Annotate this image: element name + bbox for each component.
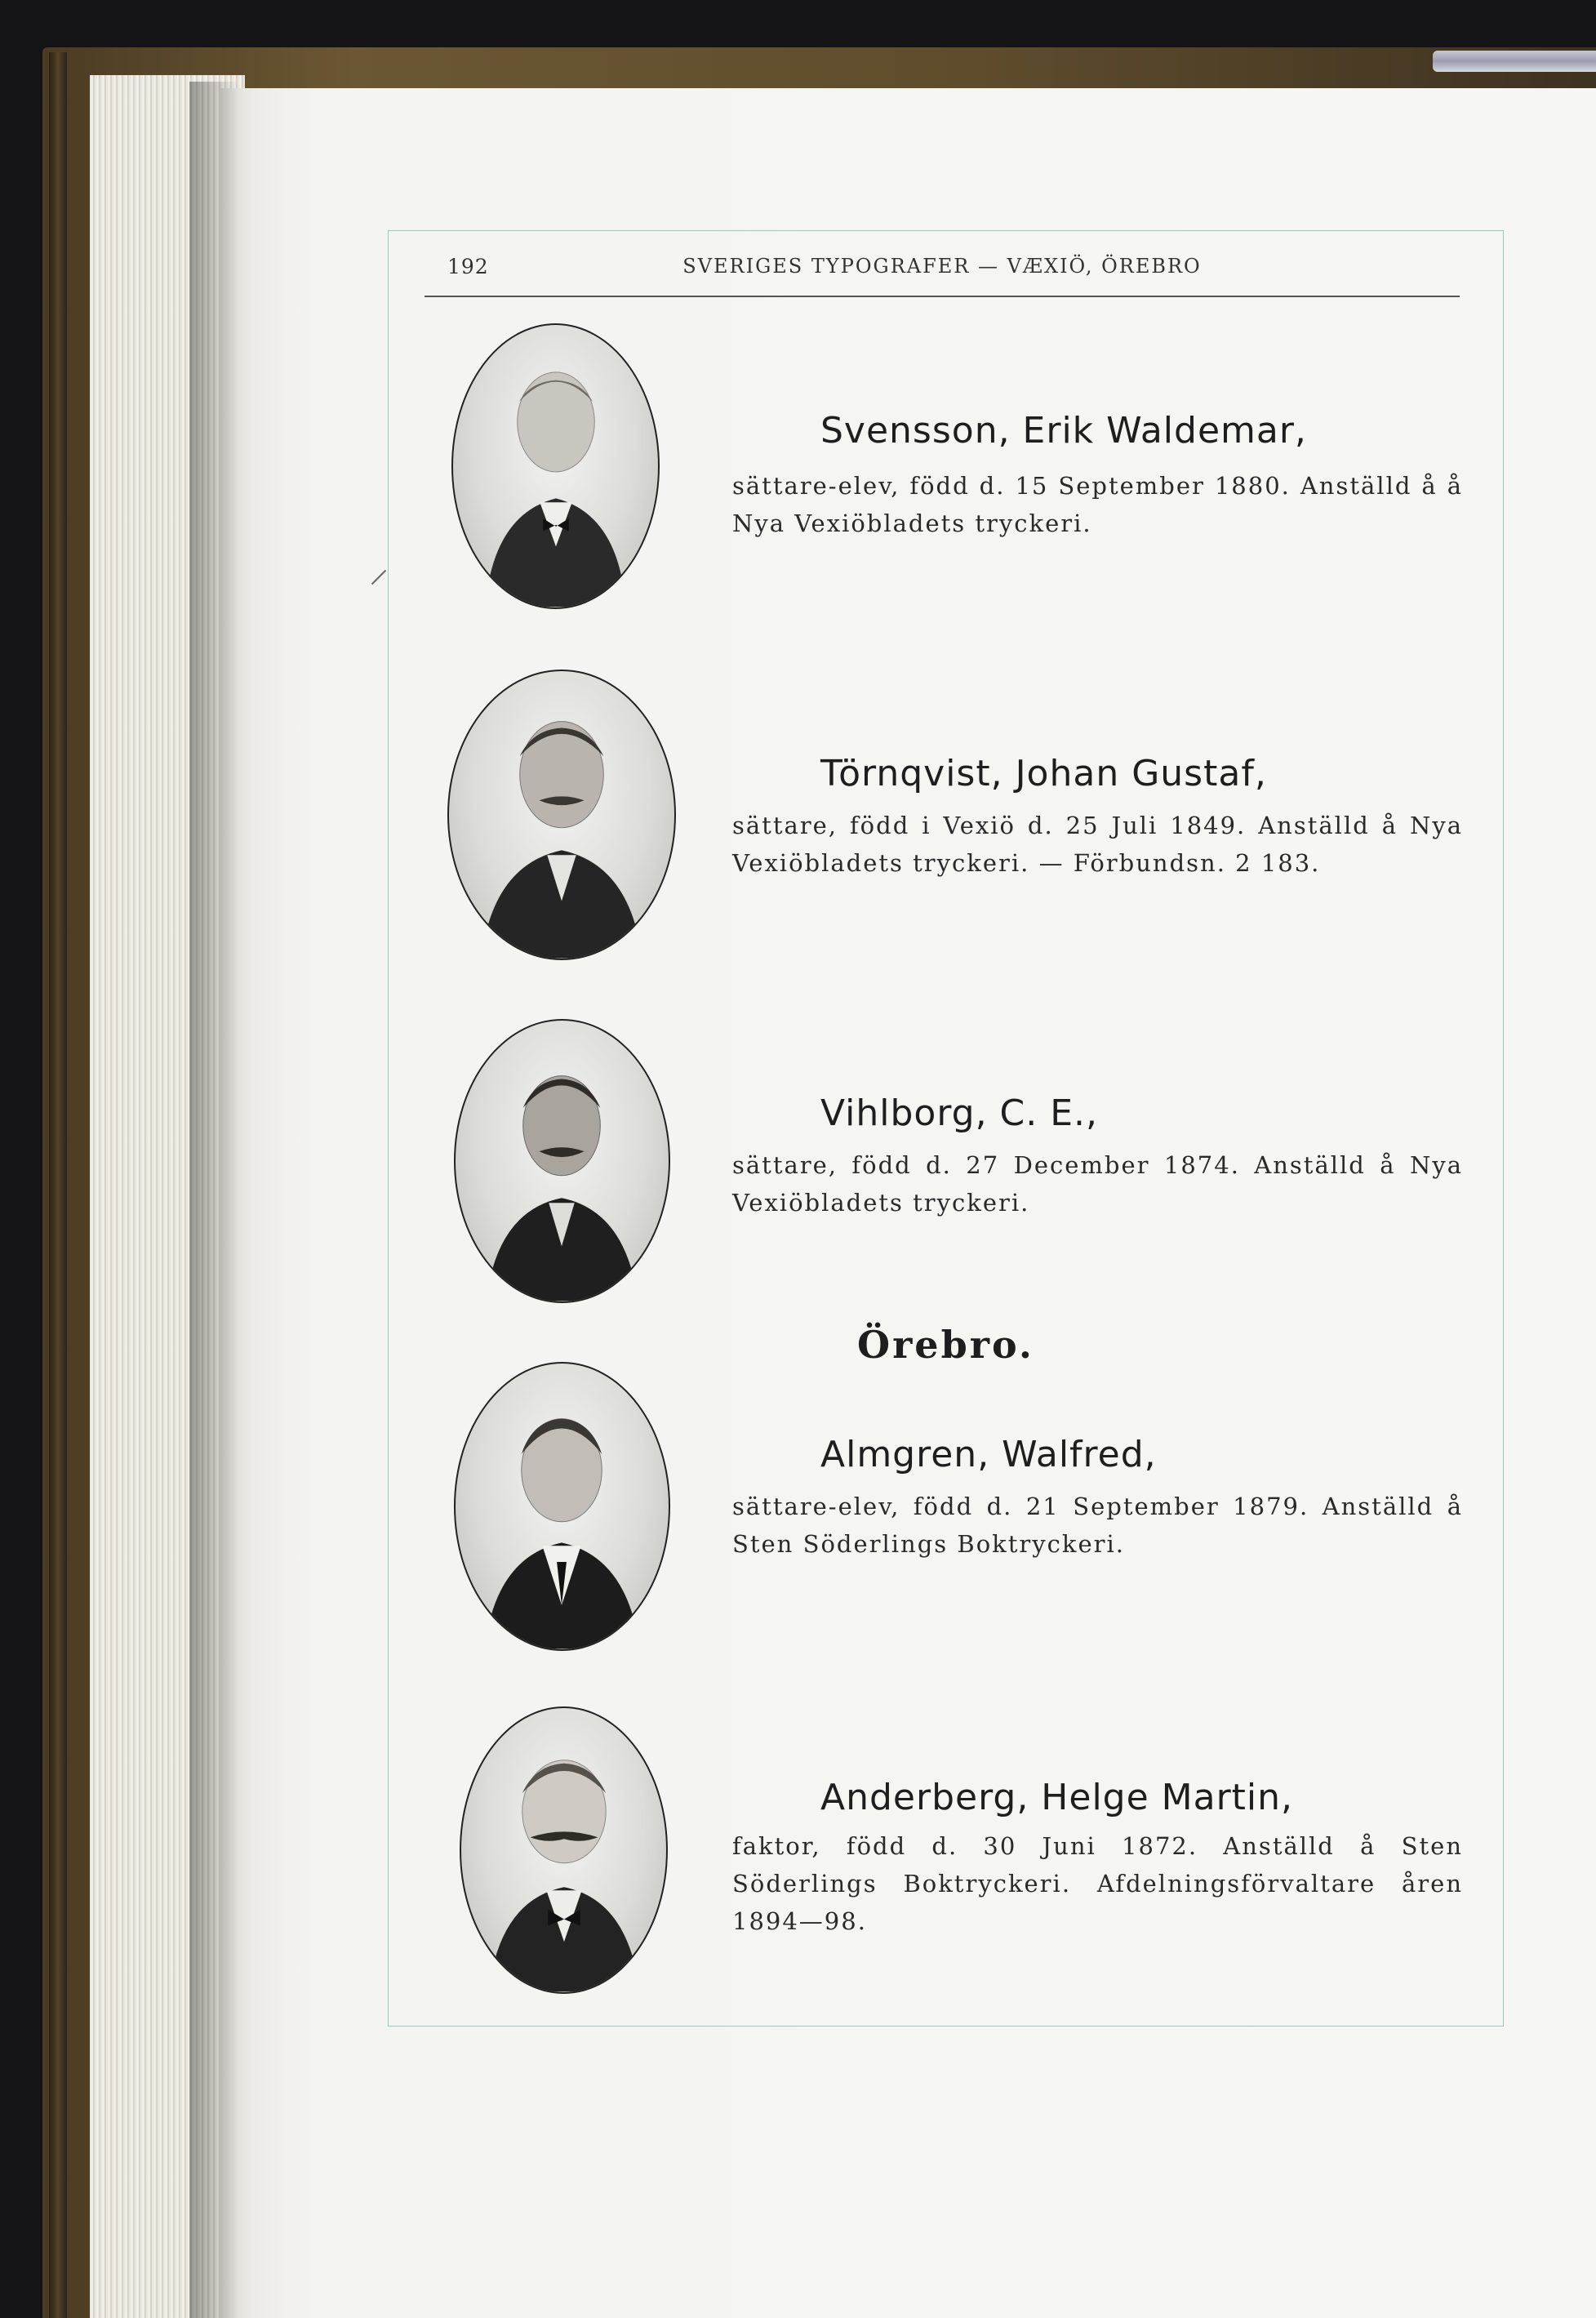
entry-name: Vihlborg, C. E., xyxy=(820,1092,1099,1134)
running-title: SVERIGES TYPOGRAFER — VÆXIÖ, ÖREBRO xyxy=(682,255,1202,278)
entry-name: Svensson, Erik Waldemar, xyxy=(820,410,1307,452)
entry-name: Törnqvist, Johan Gustaf, xyxy=(820,753,1267,794)
portrait-photo xyxy=(454,1019,670,1303)
portrait-figure xyxy=(456,1364,669,1649)
portrait-photo xyxy=(454,1362,670,1651)
bookmark-ribbon xyxy=(1433,51,1596,72)
entry-bio: faktor, född d. 30 Juni 1872. Anställd å Sten Söderlings Boktryckeri. Afdelningsförvaltare åren 1894—98. xyxy=(732,1832,1463,1935)
entry-name: Anderberg, Helge Martin, xyxy=(820,1777,1294,1818)
section-heading: Örebro. xyxy=(857,1323,1034,1367)
portrait-photo xyxy=(451,323,660,609)
cover-edge xyxy=(49,52,67,2318)
entry-bio: sättare-elev, född d. 15 September 1880. Anställd å å Nya Vexiöbladets tryckeri. xyxy=(732,472,1463,537)
portrait-photo xyxy=(460,1706,668,1994)
page-number: 192 xyxy=(447,255,489,278)
portrait-figure xyxy=(449,671,674,959)
entry-bio: sättare, född i Vexiö d. 25 Juli 1849. Anställd å Nya Vexiöbladets tryckeri. — Förbundsn. 2 183. xyxy=(732,812,1463,877)
portrait-figure xyxy=(456,1021,669,1301)
entry-name: Almgren, Walfred, xyxy=(820,1434,1157,1475)
running-head xyxy=(425,255,1460,297)
entry-bio: sättare, född d. 27 December 1874. Anställd å Nya Vexiöbladets tryckeri. xyxy=(732,1151,1463,1217)
portrait-figure xyxy=(453,325,658,607)
portrait-figure xyxy=(461,1708,666,1992)
spine-shadow xyxy=(189,82,238,2318)
portrait-photo xyxy=(447,670,676,960)
entry-bio: sättare-elev, född d. 21 September 1879. Anställd å Sten Söderlings Boktryckeri. xyxy=(732,1493,1463,1558)
